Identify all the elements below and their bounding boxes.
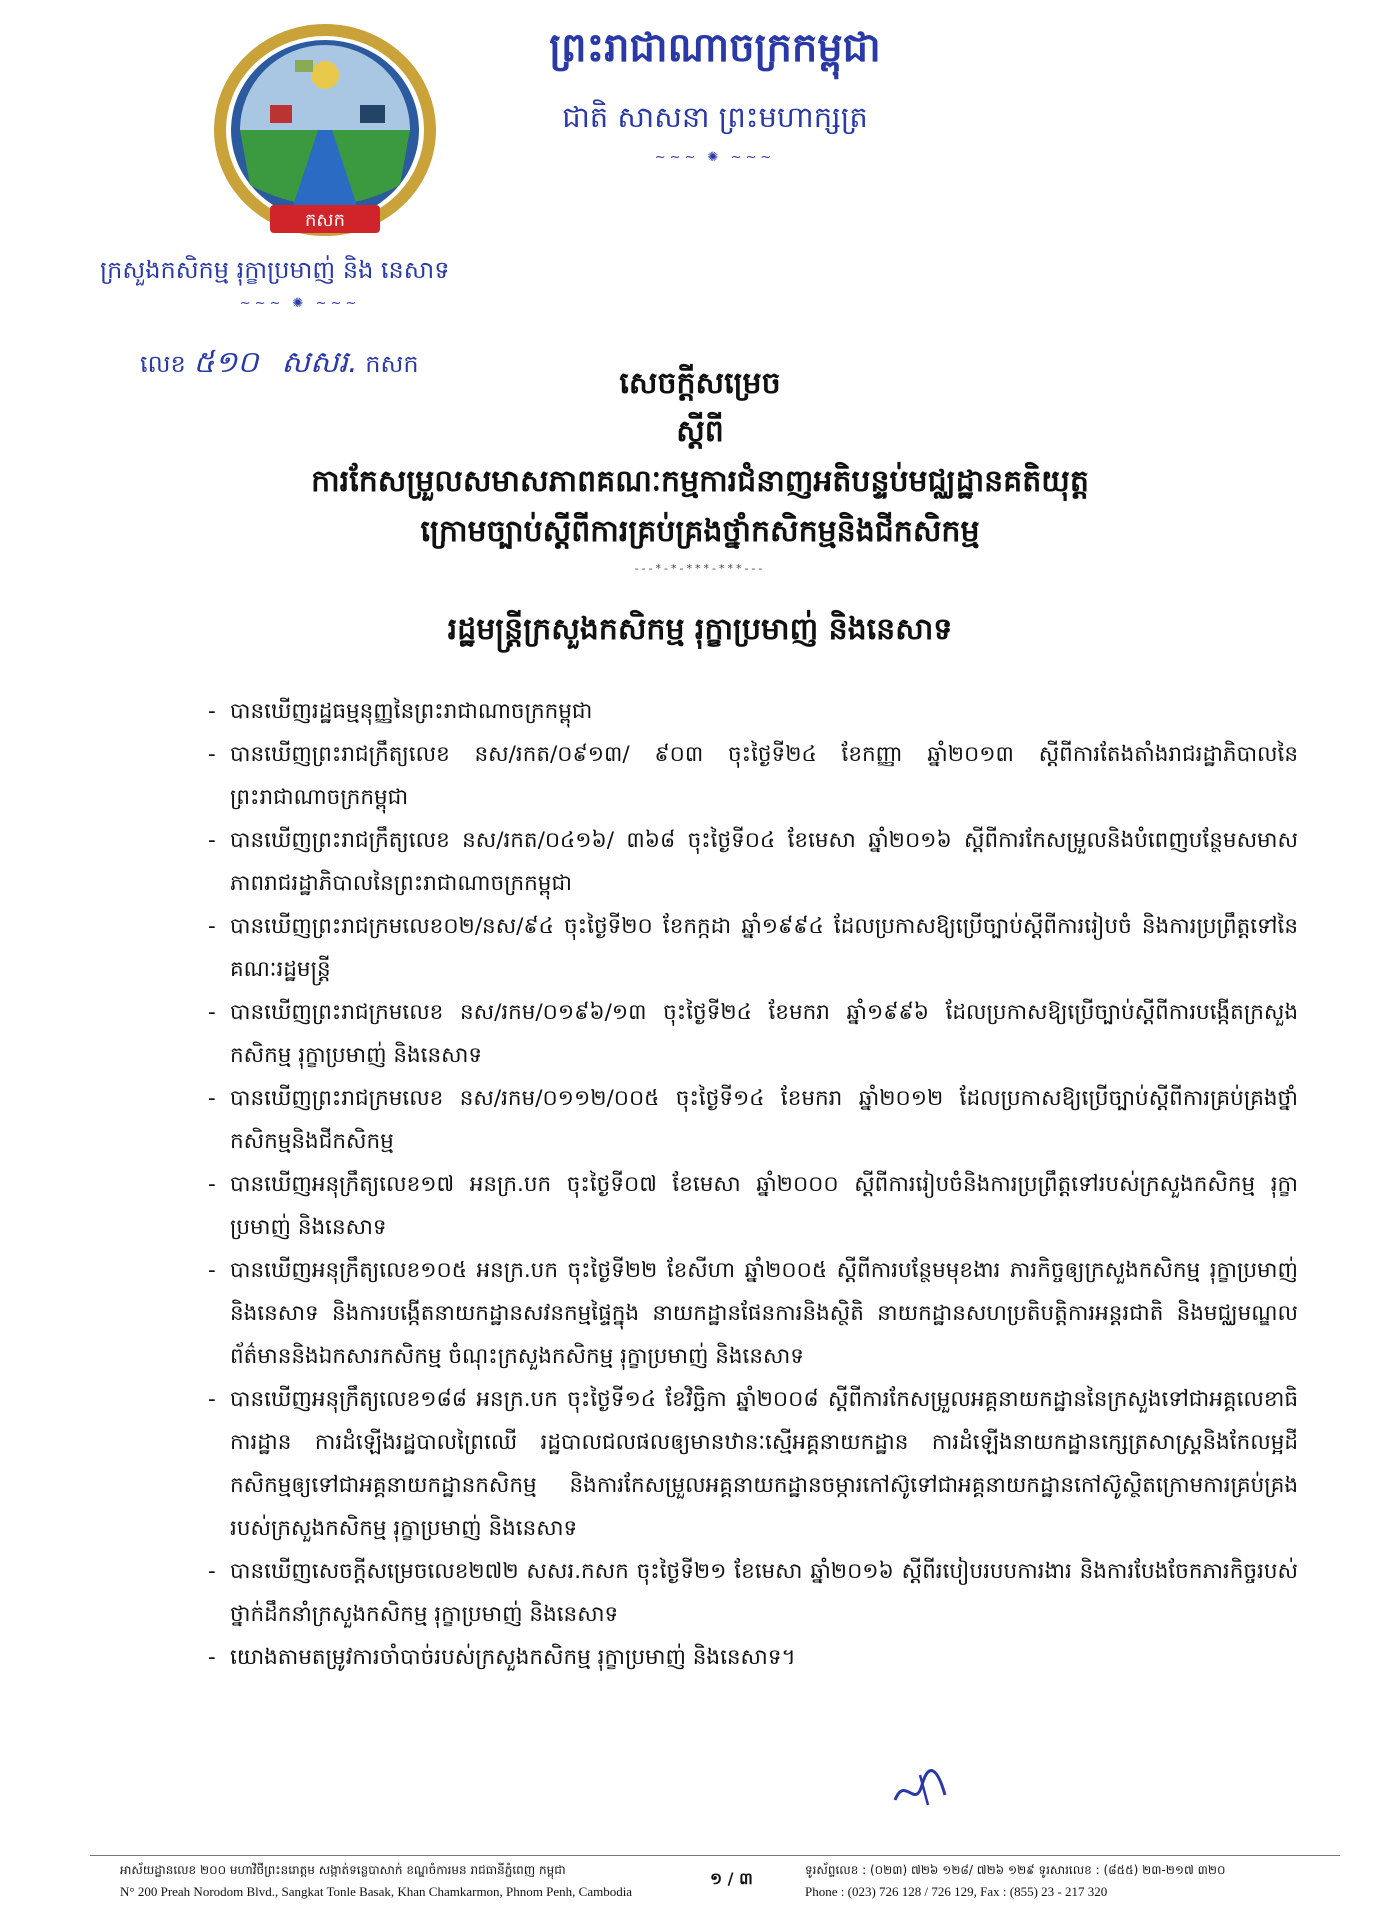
ministry-ornament: ~~~ ✺ ~~~ <box>239 296 361 311</box>
subject-line-1: ការកែសម្រួលសមាសភាពគណៈកម្មការជំនាញអតិបន្ទប់មជ្ឈដ្ឋានគតិយុត្ត <box>311 464 1089 499</box>
national-motto: ជាតិ សាសនា ព្រះមហាក្សត្រ <box>562 100 868 134</box>
number-org: កសក <box>365 350 419 378</box>
kingdom-title: ព្រះរាជាណាចក្រកម្ពុជា <box>549 25 881 71</box>
number-value: ៥១០ <box>193 345 259 380</box>
footer-divider <box>90 1855 1340 1856</box>
list-item: - បានឃើញអនុក្រឹត្យលេខ១៧ អនក្រ.បក ចុះថ្ងៃទី០៧ ខែមេសា ឆ្នាំ២០០០ ស្តីពីការរៀបចំនិងការប្រព្រឹត្តទៅរបស់ក្រសួងកសិកម្ម រុក្ខាប្រមាញ់ និងនេសាទ <box>208 1172 1298 1240</box>
clause-list <box>208 690 1298 1679</box>
minister-heading: រដ្ឋមន្ត្រីក្រសួងកសិកម្ម រុក្ខាប្រមាញ់ និងនេសាទ <box>447 612 953 647</box>
list-item: - បានឃើញរដ្ឋធម្មនុញ្ញនៃព្រះរាជាណាចក្រកម្ពុជា <box>208 699 593 724</box>
footer-phone-en: Phone : (023) 726 128 / 726 129, Fax : (855) 23 - 217 320 <box>805 1884 1108 1899</box>
list-item: - បានឃើញព្រះរាជក្រមលេខ នស/រកម/០១១២/០០៥ ចុះថ្ងៃទី១៤ ខែមករា ឆ្នាំ២០១២ ដែលប្រកាសឱ្យប្រើច្បាប់ស្តីពីការគ្រប់គ្រងថ្នាំកសិកម្មនិងជីកសិកម្ម <box>208 1086 1298 1154</box>
number-suffix: សសរ. <box>281 345 358 380</box>
title-block <box>180 360 1220 575</box>
initial-signature <box>890 1765 950 1819</box>
ministry-emblem <box>200 20 450 250</box>
page-number: ១ / ៣ <box>710 1869 753 1888</box>
title-ornament: ---*-*-***-***--- <box>634 562 766 575</box>
list-item: - បានឃើញអនុក្រឹត្យលេខ១៨៨ អនក្រ.បក ចុះថ្ងៃទី១៤ ខែវិច្ឆិកា ឆ្នាំ២០០៨ ស្តីពីការកែសម្រួលអគ្គនាយកដ្ឋាននៃក្រសួងទៅជាអគ្គលេខាធិការដ្ឋាន ការដំឡើងរដ្ឋបាលព្រៃឈើ រដ្ឋបាលជលផលឲ្យមានឋានៈស្មើអគ្គនាយកដ្ឋាន ការដំឡើងនាយកដ្ឋានក្សេត្រសាស្ត្រនិងកែលម្អដីកសិកម្មឲ្យទៅជាអគ្គនាយកដ្ឋានកសិកម្ម និងការកែសម្រួលអគ្គនាយកដ្ឋានចម្ការកៅស៊ូទៅជាអគ្គនាយកដ្ឋានកៅស៊ូស្ថិតក្រោមការគ្រប់គ្រងរបស់ក្រសួងកសិកម្ម រុក្ខាប្រមាញ់ និងនេសាទ <box>208 1387 1298 1541</box>
emblem-ribbon-text: កសក <box>305 210 345 231</box>
list-item: - បានឃើញសេចក្តីសម្រេចលេខ២៧២ សសរ.កសក ចុះថ្ងៃទី២១ ខែមេសា ឆ្នាំ២០១៦ ស្តីពីរបៀបរបបការងារ និងការបែងចែកភារកិច្ចរបស់ថ្នាក់ដឹកនាំក្រសួងកសិកម្ម រុក្ខាប្រមាញ់ និងនេសាទ <box>208 1559 1298 1627</box>
number-label: លេខ <box>140 350 186 378</box>
footer-address-km: អាស័យដ្ឋានលេខ ២០០ មហាវិថីព្រះនរោត្តម សង្កាត់ទន្លេបាសាក់ ខណ្ឌចំការមន រាជធានីភ្នំពេញ កម្ពុជា <box>120 1863 566 1877</box>
about-heading: ស្តីពី <box>676 414 724 449</box>
list-item: - បានឃើញព្រះរាជក្រមលេខ០២/នស/៩៤ ចុះថ្ងៃទី២០ ខែកក្កដា ឆ្នាំ១៩៩៤ ដែលប្រកាសឱ្យប្រើច្បាប់ស្តីពីការរៀបចំ និងការប្រព្រឹត្តទៅនៃគណៈរដ្ឋមន្ត្រី <box>208 914 1298 982</box>
list-item: - បានឃើញព្រះរាជក្រមលេខ នស/រកម/០១៩៦/១៣ ចុះថ្ងៃទី២៤ ខែមករា ឆ្នាំ១៩៩៦ ដែលប្រកាសឱ្យប្រើច្បាប់ស្តីពីការបង្កើតក្រសួងកសិកម្ម រុក្ខាប្រមាញ់ និងនេសាទ <box>208 1000 1298 1068</box>
decision-heading: សេចក្តីសម្រេច <box>619 366 781 401</box>
subject-line-2: ក្រោមច្បាប់ស្តីពីការគ្រប់គ្រងថ្នាំកសិកម្មនិងជីកសិកម្ម <box>420 514 980 549</box>
list-item: - យោងតាមតម្រូវការចាំបាច់របស់ក្រសួងកសិកម្ម រុក្ខាប្រមាញ់ និងនេសាទ។ <box>208 1645 796 1670</box>
footer-address-en: N° 200 Preah Norodom Blvd., Sangkat Tonle Basak, Khan Chamkarmon, Phnom Penh, Cambodia <box>120 1884 633 1899</box>
ministry-name: ក្រសួងកសិកម្ម រុក្ខាប្រមាញ់ និង នេសាទ <box>100 256 450 284</box>
footer-phone-km: ទូរស័ព្ទលេខ : (០២៣) ៧២៦ ១២៨/ ៧២៦ ១២៩ ទូរសារលេខ : (៨៥៥) ២៣-២១៧ ៣២០ <box>805 1863 1226 1877</box>
list-item: - បានឃើញព្រះរាជក្រឹត្យលេខ នស/រកត/០៩១៣/ ៩០៣ ចុះថ្ងៃទី២៤ ខែកញ្ញា ឆ្នាំ២០១៣ ស្តីពីការតែងតាំងរាជរដ្ឋាភិបាលនៃព្រះរាជាណាចក្រកម្ពុជា <box>208 742 1298 810</box>
header-ornament: ~~~ ✺ ~~~ <box>654 150 776 165</box>
list-item: - បានឃើញអនុក្រឹត្យលេខ១០៥ អនក្រ.បក ចុះថ្ងៃទី២២ ខែសីហា ឆ្នាំ២០០៥ ស្តីពីការបន្ថែមមុខងារ ភារកិច្ចឲ្យក្រសួងកសិកម្ម រុក្ខាប្រមាញ់ និងនេសាទ និងការបង្កើតនាយកដ្ឋានសវនកម្មផ្ទៃក្នុង នាយកដ្ឋានផែនការនិងស្ថិតិ នាយកដ្ឋានសហប្រតិបត្តិការអន្តរជាតិ និងមជ្ឈមណ្ឌលព័ត៌មាននិងឯកសារកសិកម្ម ចំណុះក្រសួងកសិកម្ម រុក្ខាប្រមាញ់ និងនេសាទ <box>208 1258 1298 1369</box>
list-item: - បានឃើញព្រះរាជក្រឹត្យលេខ នស/រកត/០៤១៦/ ៣៦៨ ចុះថ្ងៃទី០៤ ខែមេសា ឆ្នាំ២០១៦ ស្តីពីការកែសម្រួលនិងបំពេញបន្ថែមសមាសភាពរាជរដ្ឋាភិបាលនៃព្រះរាជាណាចក្រកម្ពុជា <box>208 828 1298 896</box>
